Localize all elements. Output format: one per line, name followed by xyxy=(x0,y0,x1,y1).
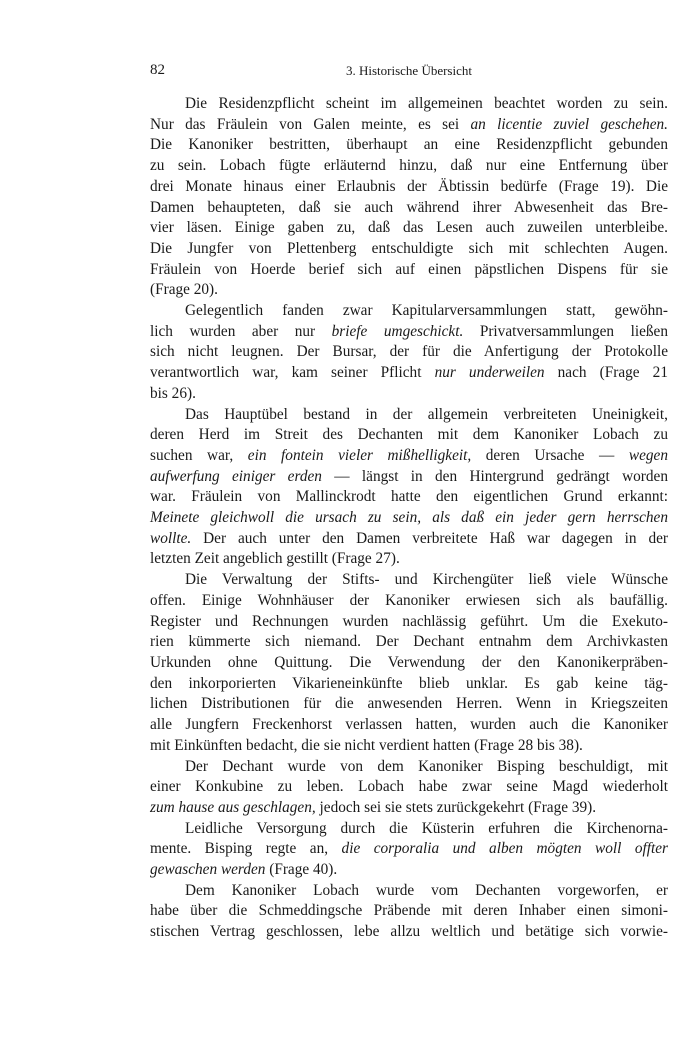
text-line xyxy=(150,301,668,322)
text-line xyxy=(150,529,668,550)
emphasized-quote: zum hause aus geschlagen, xyxy=(150,798,316,816)
paragraph xyxy=(150,94,668,301)
text-segment: Das Hauptübel bestand in der allgemein verbreiteten Uneinigkeit, xyxy=(185,405,668,423)
text-line xyxy=(150,777,668,798)
text-segment: lichen Distributionen für die anwesenden Herren. Wenn in Kriegszeiten xyxy=(150,695,668,713)
text-segment: Nur das Fräulein von Galen meinte, es sei xyxy=(150,115,471,133)
text-line xyxy=(150,487,668,508)
text-line xyxy=(150,901,668,922)
text-line xyxy=(150,819,668,840)
text-segment: Damen behaupteten, daß sie auch während ihrer Abwesenheit das Bre- xyxy=(150,198,668,216)
emphasized-quote: die corporalia und alben mögten woll offter xyxy=(341,840,668,858)
emphasized-quote: wollte. xyxy=(150,529,192,547)
text-line xyxy=(150,115,668,136)
text-line xyxy=(150,280,668,301)
text-segment: einer Konkubine zu leben. Lobach habe zwar seine Magd wiederholt xyxy=(150,778,668,796)
text-segment: letzten Zeit angeblich gestillt (Frage 27). xyxy=(150,550,400,568)
text-segment: mente. Bisping regte an, xyxy=(150,840,342,858)
emphasized-quote: ein fontein vieler mißhelligkeit, xyxy=(247,446,472,464)
text-segment: Der auch unter den Damen verbreitete Haß war dagegen in der xyxy=(191,529,668,547)
text-segment: deren Herd im Streit des Dechanten mit dem Kanoniker Lobach zu xyxy=(150,426,668,444)
text-segment: zu sein. Lobach fügte erläuternd hinzu, daß nur eine Entfernung über xyxy=(150,157,668,175)
text-segment: nach (Frage 21 xyxy=(544,364,668,382)
text-line xyxy=(150,218,668,239)
text-line xyxy=(150,549,668,570)
text-segment: sich nicht leugnen. Der Bursar, der für die Anfertigung der Protokolle xyxy=(150,343,668,361)
text-line xyxy=(150,384,668,405)
text-line xyxy=(150,239,668,260)
text-segment: — längst in den Hintergrund gedrängt worden xyxy=(321,467,668,485)
text-segment: rien kümmerte sich niemand. Der Dechant entnahm dem Archivkasten xyxy=(150,633,668,651)
emphasized-quote: aufwerfung einiger erden xyxy=(150,467,322,485)
text-segment: verantwortlich war, kam seiner Pflicht xyxy=(150,364,435,382)
text-segment: suchen war, xyxy=(150,446,248,464)
text-line xyxy=(150,363,668,384)
text-line xyxy=(150,798,668,819)
page-number: 82 xyxy=(150,62,165,78)
text-line xyxy=(150,322,668,343)
text-line xyxy=(150,736,668,757)
text-line xyxy=(150,405,668,426)
text-line xyxy=(150,198,668,219)
text-segment: mit Einkünften bedacht, die sie nicht verdient hatten (Frage 28 bis 38). xyxy=(150,736,583,754)
paragraph xyxy=(150,881,668,943)
text-segment: alle Jungfern Freckenhorst verlassen hatten, wurden auch die Kanoniker xyxy=(150,716,668,734)
text-segment: jedoch sei sie stets zurückgekehrt (Frage 39). xyxy=(315,798,597,816)
text-segment: Urkunden ohne Quittung. Die Verwendung der den Kanonikerpräben- xyxy=(150,653,668,671)
text-segment: Register und Rechnungen wurden nachlässig geführt. Um die Exekuto- xyxy=(150,612,668,630)
text-line xyxy=(150,177,668,198)
text-line xyxy=(150,591,668,612)
text-line xyxy=(150,467,668,488)
text-line xyxy=(150,612,668,633)
text-segment: Gelegentlich fanden zwar Kapitularversammlungen statt, gewöhn- xyxy=(185,302,668,320)
text-line xyxy=(150,632,668,653)
text-segment: lich wurden aber nur xyxy=(150,322,332,340)
emphasized-quote: Meinete gleichwoll die ursach zu sein, als daß ein jeder gern herrschen xyxy=(150,509,668,527)
text-segment: Dem Kanoniker Lobach wurde vom Dechanten vorgeworfen, er xyxy=(185,881,668,899)
text-segment: bis 26). xyxy=(150,384,196,402)
paragraph xyxy=(150,819,668,881)
text-line xyxy=(150,342,668,363)
text-line xyxy=(150,260,668,281)
text-segment: (Frage 40). xyxy=(265,861,338,879)
running-head xyxy=(150,62,668,82)
emphasized-quote: gewaschen werden xyxy=(150,861,266,879)
text-line xyxy=(150,757,668,778)
text-segment: Die Jungfer von Plettenberg entschuldigte sich mit schlechten Augen. xyxy=(150,239,668,257)
text-line xyxy=(150,570,668,591)
text-segment: Privatversammlungen ließen xyxy=(463,322,668,340)
paragraph xyxy=(150,757,668,819)
text-line xyxy=(150,508,668,529)
text-line xyxy=(150,715,668,736)
text-line xyxy=(150,425,668,446)
text-segment: drei Monate hinaus einer Erlaubnis der Äbtissin bedürfe (Frage 19). Die xyxy=(150,177,668,195)
section-title: 3. Historische Übersicht xyxy=(345,63,472,78)
text-line xyxy=(150,839,668,860)
text-line xyxy=(150,922,668,943)
emphasized-quote: an licentie zuviel geschehen. xyxy=(470,115,669,133)
emphasized-quote: wegen xyxy=(628,446,668,464)
body-text xyxy=(150,94,668,943)
text-line xyxy=(150,881,668,902)
emphasized-quote: briefe umgeschickt. xyxy=(331,322,464,340)
text-segment: offen. Einige Wohnhäuser der Kanoniker erwiesen sich als baufällig. xyxy=(150,591,668,609)
text-segment: Die Kanoniker bestritten, überhaupt an eine Residenzpflicht gebunden xyxy=(150,136,668,154)
text-line xyxy=(150,446,668,467)
text-segment: Die Verwaltung der Stifts- und Kirchengüter ließ viele Wünsche xyxy=(185,571,668,589)
text-line xyxy=(150,674,668,695)
text-segment: Der Dechant wurde von dem Kanoniker Bisping beschuldigt, mit xyxy=(185,757,668,775)
paragraph xyxy=(150,405,668,571)
text-line xyxy=(150,156,668,177)
text-line xyxy=(150,694,668,715)
paragraph xyxy=(150,301,668,405)
text-line xyxy=(150,653,668,674)
text-segment: Fräulein von Hoerde berief sich auf einen päpstlichen Dispens für sie xyxy=(150,260,668,278)
text-segment: habe über die Schmeddingsche Präbende mit deren Inhaber einen simoni- xyxy=(150,902,668,920)
text-segment: deren Ursache — xyxy=(471,446,629,464)
emphasized-quote: nur underweilen xyxy=(434,364,545,382)
text-segment: Leidliche Versorgung durch die Küsterin erfuhren die Kirchenorna- xyxy=(185,819,668,837)
text-segment: stischen Vertrag geschlossen, lebe allzu weltlich und betätige sich vorwie- xyxy=(150,923,668,941)
paragraph xyxy=(150,570,668,756)
text-segment: Die Residenzpflicht scheint im allgemeinen beachtet worden zu sein. xyxy=(185,95,668,112)
text-segment: den inkorporierten Vikarieneinkünfte blieb unklar. Es gab keine täg- xyxy=(150,674,668,692)
text-segment: (Frage 20). xyxy=(150,281,218,299)
text-line xyxy=(150,860,668,881)
text-line xyxy=(150,135,668,156)
text-line xyxy=(150,94,668,115)
text-segment: vier läsen. Einige gaben zu, daß das Lesen auch zuweilen unterbleibe. xyxy=(150,219,668,237)
text-segment: war. Fräulein von Mallinckrodt hatte den eigentlichen Grund erkannt: xyxy=(150,488,668,506)
